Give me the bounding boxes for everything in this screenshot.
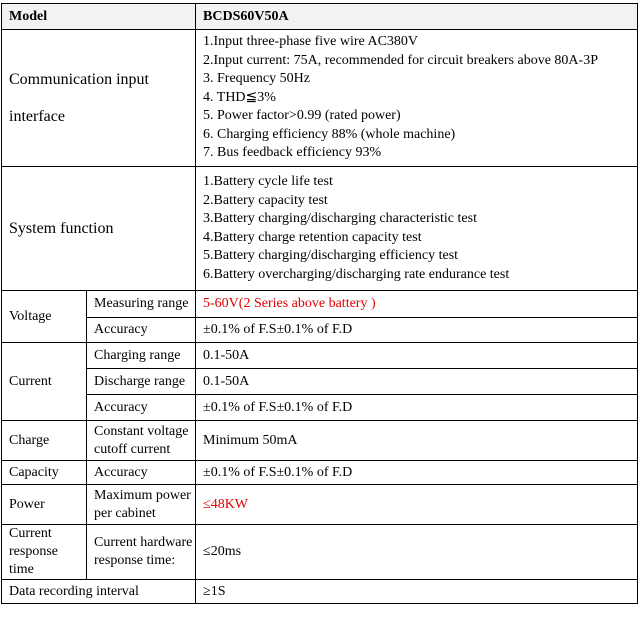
current-charging-row xyxy=(2,343,638,369)
list-item: 5.Battery charging/discharging efficiency test xyxy=(203,248,459,263)
power-value: ≤48KW xyxy=(196,485,638,525)
capacity-row xyxy=(2,461,638,485)
current-charging-value: 0.1-50A xyxy=(196,343,638,369)
power-row xyxy=(2,485,638,525)
current-discharge-value: 0.1-50A xyxy=(196,369,638,395)
charge-sub-label: Constant voltage cutoff current xyxy=(87,421,196,461)
list-item: 1.Battery cycle life test xyxy=(203,174,333,189)
charge-value: Minimum 50mA xyxy=(196,421,638,461)
current-charging-label: Charging range xyxy=(87,343,196,369)
response-value: ≤20ms xyxy=(196,525,638,580)
charge-label: Charge xyxy=(2,421,87,461)
list-item: 6.Battery overcharging/discharging rate endurance test xyxy=(203,266,510,282)
current-accuracy-row xyxy=(2,395,638,421)
recording-label: Data recording interval xyxy=(2,580,196,604)
system-items xyxy=(196,167,638,291)
list-item: 4. THD≦3% xyxy=(203,89,276,105)
current-discharge-row xyxy=(2,369,638,395)
capacity-value: ±0.1% of F.S±0.1% of F.D xyxy=(196,461,638,485)
response-sub-label: Current hardware response time: xyxy=(87,525,196,580)
recording-value: ≥1S xyxy=(196,580,638,604)
voltage-range-label: Measuring range xyxy=(87,291,196,318)
response-label: Current response time xyxy=(2,525,87,580)
communication-label: Communication input interface xyxy=(2,30,196,167)
list-item: 4.Battery charge retention capacity test xyxy=(203,229,422,245)
voltage-accuracy-label: Accuracy xyxy=(87,318,196,343)
recording-row xyxy=(2,580,638,604)
spec-table xyxy=(1,3,638,604)
system-label: System function xyxy=(2,167,196,291)
current-accuracy-label: Accuracy xyxy=(87,395,196,421)
system-row xyxy=(2,167,638,291)
list-item: 3. Frequency 50Hz xyxy=(203,71,310,87)
voltage-accuracy-row xyxy=(2,318,638,343)
capacity-label: Capacity xyxy=(2,461,87,485)
current-accuracy-value: ±0.1% of F.S±0.1% of F.D xyxy=(196,395,638,421)
capacity-sub-label: Accuracy xyxy=(87,461,196,485)
communication-row xyxy=(2,30,638,167)
list-item: 2.Battery capacity test xyxy=(203,192,328,208)
model-label: Model xyxy=(2,4,196,30)
power-sub-label: Maximum power per cabinet xyxy=(87,485,196,525)
charge-row xyxy=(2,421,638,461)
list-item: 2.Input current: 75A, recommended for circuit breakers above 80A-3P xyxy=(203,52,598,68)
voltage-range-row xyxy=(2,291,638,318)
header-row xyxy=(2,4,638,30)
voltage-accuracy-value: ±0.1% of F.S±0.1% of F.D xyxy=(196,318,638,343)
current-discharge-label: Discharge range xyxy=(87,369,196,395)
power-label: Power xyxy=(2,485,87,525)
current-label: Current xyxy=(2,343,87,421)
list-item: 6. Charging efficiency 88% (whole machine) xyxy=(203,126,456,142)
list-item: 7. Bus feedback efficiency 93% xyxy=(203,145,382,161)
list-item: 3.Battery charging/discharging characteristic test xyxy=(203,211,477,226)
model-value: BCDS60V50A xyxy=(196,4,638,30)
voltage-range-value: 5-60V(2 Series above battery ) xyxy=(196,291,638,318)
list-item: 1.Input three-phase five wire AC380V xyxy=(203,34,419,50)
response-row xyxy=(2,525,638,580)
list-item: 5. Power factor>0.99 (rated power) xyxy=(203,108,401,124)
communication-items xyxy=(196,30,638,167)
voltage-label: Voltage xyxy=(2,291,87,343)
